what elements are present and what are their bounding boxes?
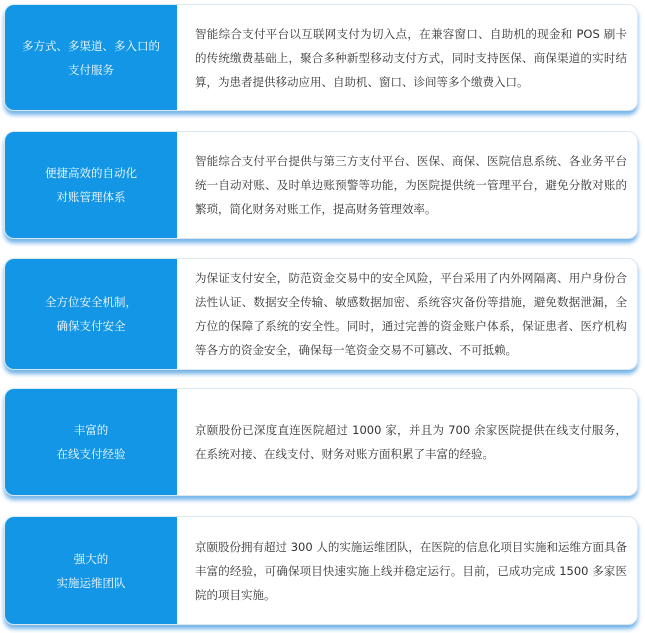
feature-title [5, 259, 177, 369]
feature-title-line: 支付服务 [68, 62, 114, 77]
feature-description: 京颐股份拥有超过 300 人的实施运维团队，在医院的信息化项目实施和运维方面具备丰富的经验，可确保项目快速实施上线并稳定运行。目前，已成功完成 1500 多家医院的项目实施。 [195, 539, 627, 602]
feature-title [5, 132, 177, 238]
feature-title-line: 强大的 [73, 551, 109, 566]
feature-description: 智能综合支付平台以互联网支付为切入点，在兼容窗口、自助机的现金和 POS 刷卡的传统缴费基础上，聚合多种新型移动支付方式，同时支持医保、商保渠道的实时结算，为患者提供移动应用、自助机、窗口、诊间等多个缴费入口。 [195, 26, 627, 89]
feature-title-line: 确保支付安全 [56, 319, 126, 333]
feature-card-security [4, 258, 638, 370]
feature-card-multichannel-payment [4, 4, 638, 111]
feature-title-line: 便捷高效的自动化 [45, 166, 137, 180]
feature-title [5, 389, 177, 495]
feature-title-line: 丰富的 [73, 423, 109, 437]
feature-title [5, 517, 177, 624]
feature-description: 智能综合支付平台提供与第三方支付平台、医保、商保、医院信息系统、各业务平台统一自动对账、及时单边账预警等功能，为医院提供统一管理平台，避免分散对账的繁琐，简化财务对账工作，提高财务管理效率。 [195, 154, 627, 216]
feature-title [5, 5, 177, 110]
feature-title-line: 在线支付经验 [56, 447, 126, 461]
feature-card-ops-team [4, 516, 638, 625]
feature-title-line: 对账管理体系 [56, 190, 126, 204]
feature-card-payment-experience [4, 388, 638, 496]
feature-card-reconciliation [4, 131, 638, 239]
feature-description: 为保证支付安全，防范资金交易中的安全风险，平台采用了内外网隔离、用户身份合法性认证、数据安全传输、敏感数据加密、系统容灾备份等措施，避免数据泄漏，全方位的保障了系统的安全性。同时，通过完善的资金账户体系，保证患者、医疗机构等各方的资金安全，确保每一笔资金交易不可篡改、不可抵赖。 [195, 271, 627, 357]
feature-description: 京颐股份已深度直连医院超过 1000 家，并且为 700 余家医院提供在线支付服务，在系统对接、在线支付、财务对账方面积累了丰富的经验。 [195, 423, 627, 461]
feature-title-line: 多方式、多渠道、多入口的 [22, 38, 160, 53]
feature-title-line: 实施运维团队 [56, 575, 126, 590]
feature-title-line: 全方位安全机制， [45, 295, 137, 309]
